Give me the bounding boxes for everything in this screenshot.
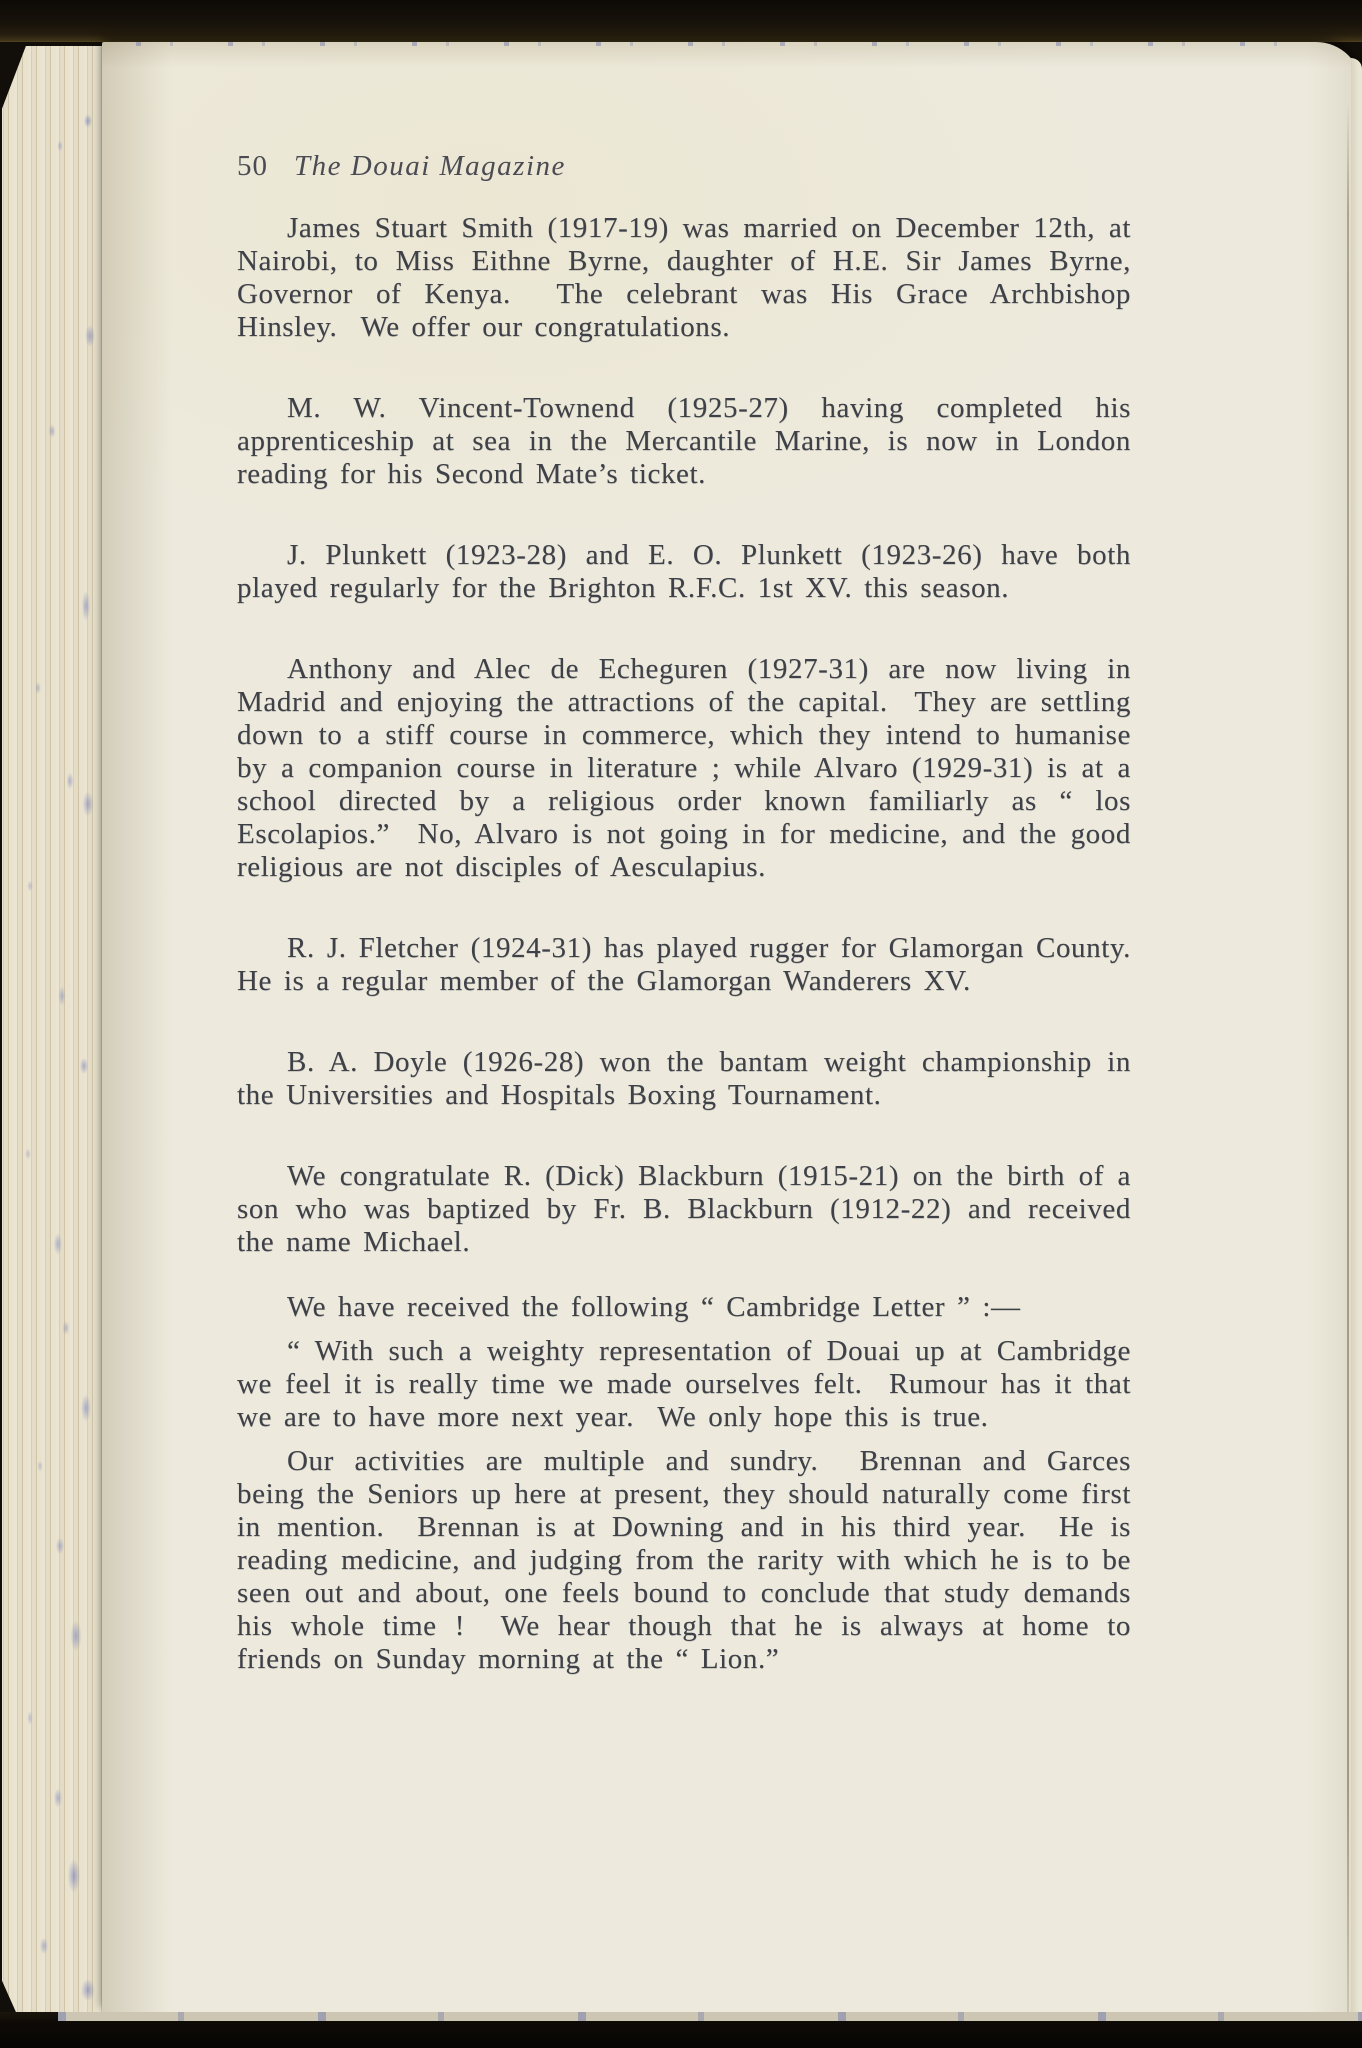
adjacent-page-sliver [1351,58,1362,2012]
page-header [237,148,1131,184]
paragraph: “ With such a weighty representation of Douai up at Cambridge we feel it is really time we made ourselves felt. Rumour has it that we are to have more next year. We only hope this is true. [237,1335,1143,1433]
paragraph: M. W. Vincent-Townend (1925-27) having completed his apprenticeship at sea in the Mercantile Marine, is now in London reading for his Second Mate’s ticket. [237,392,1143,490]
paragraph: We congratulate R. (Dick) Blackburn (1915-21) on the birth of a son who was baptized by Fr. B. Blackburn (1912-22) and received the name Michael. [237,1160,1143,1258]
page-gutter-crease [1347,100,1349,2012]
paragraph: Anthony and Alec de Echeguren (1927-31) are now living in Madrid and enjoying the attractions of the capital. They are settling down to a stiff course in commerce, which they intend to humanise by a companion course in literature ; while Alvaro (1929-31) is at a school directed by a religious order known familiarly as “ los Escolapios.” No, Alvaro is not going in for medicine, and the good religious are not disciples of Aesculapius. [237,653,1143,883]
paragraph: R. J. Fletcher (1924-31) has played rugger for Glamorgan County. He is a regular member of the Glamorgan Wanderers XV. [237,932,1155,997]
magazine-page [102,42,1362,2012]
magazine-title: The Douai Magazine [294,150,566,182]
page-content [237,148,1155,1676]
page-edges-stack [0,46,106,2012]
paragraph: James Stuart Smith (1917-19) was married on December 12th, at Nairobi, to Miss Eithne Byrne, daughter of H.E. Sir James Byrne, Governor of Kenya. The celebrant was His Grace Archbishop Hinsley. We offer our congratulations. [237,212,1143,343]
paragraph: We have received the following “ Cambridge Letter ” :— [287,1291,1021,1323]
paragraph: J. Plunkett (1923-28) and E. O. Plunkett (1923-26) have both played regularly for the Brighton R.F.C. 1st XV. this season. [237,539,1143,604]
page-number: 50 [237,150,268,182]
paragraph: B. A. Doyle (1926-28) won the bantam weight championship in the Universities and Hospitals Boxing Tournament. [237,1046,1143,1111]
page-bottom-edge [58,2012,1362,2021]
page-body [237,212,1155,1676]
paragraph: Our activities are multiple and sundry. Brennan and Garces being the Seniors up here at present, they should naturally come first in mention. Brennan is at Downing and in his third year. He is reading medicine, and judging from the rarity with which he is to be seen out and about, one feels bound to conclude that study demands his whole time ! We hear though that he is always at home to friends on Sunday morning at the “ Lion.” [237,1445,1143,1675]
binding-cloth-top [0,0,1362,42]
